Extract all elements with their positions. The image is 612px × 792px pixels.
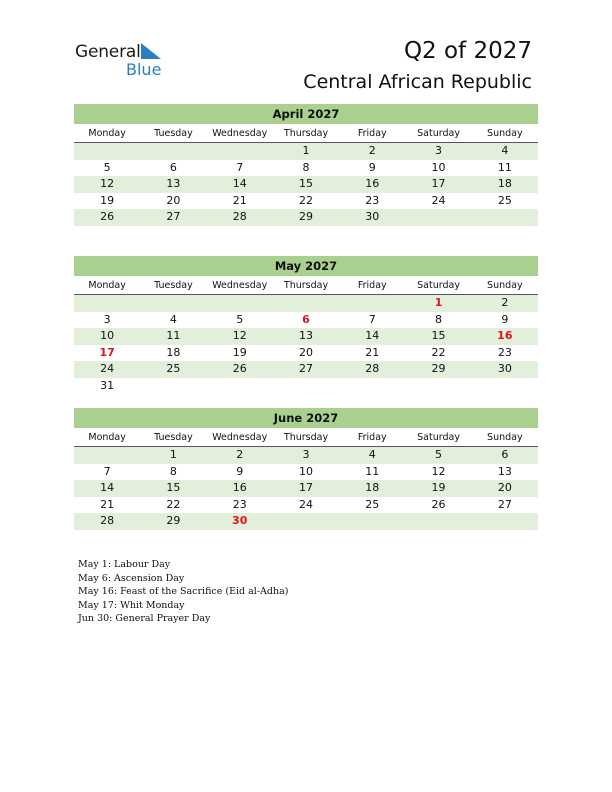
day-cell: 29: [298, 210, 313, 223]
day-cell: [472, 209, 538, 226]
weekday-label: Monday: [88, 128, 126, 139]
day-cell: 10: [298, 464, 313, 478]
day-cell: 20: [298, 345, 313, 359]
day-cell: 11: [166, 329, 181, 342]
weekday-label: Wednesday: [212, 128, 268, 139]
day-cell: 7: [236, 160, 244, 174]
day-cell: 11: [365, 464, 380, 478]
day-cell: 24: [100, 362, 115, 375]
day-cell: 16: [365, 177, 380, 190]
day-cell: 31: [100, 378, 115, 392]
day-cell: 22: [298, 193, 313, 207]
day-cell: 4: [169, 312, 177, 326]
day-cell: [74, 447, 140, 464]
brand-blue-text: Blue: [126, 60, 162, 79]
day-cell: 17: [298, 481, 313, 494]
day-cell: 5: [236, 312, 244, 326]
day-cell: 25: [166, 362, 181, 375]
day-cell: 23: [365, 193, 380, 207]
day-cell: 14: [365, 329, 380, 342]
day-cell: 24: [431, 193, 446, 207]
month-title: April 2027: [74, 104, 538, 124]
holiday-note: May 17: Whit Monday: [78, 599, 185, 611]
holiday-day-cell: 16: [497, 329, 513, 342]
country-name: Central African Republic: [303, 71, 532, 93]
day-cell: [405, 513, 471, 530]
day-cell: [273, 378, 339, 395]
day-cell: 8: [302, 160, 310, 174]
day-cell: 30: [365, 210, 380, 223]
day-cell: 19: [232, 345, 247, 359]
day-cell: 4: [368, 448, 376, 461]
weekday-header-row: [74, 276, 538, 295]
day-cell: 9: [236, 464, 244, 478]
week-row: [74, 295, 538, 312]
day-cell: [405, 209, 471, 226]
holiday-note: May 6: Ascension Day: [78, 572, 185, 584]
weekday-label: Tuesday: [154, 280, 193, 291]
month-calendar: [74, 104, 538, 226]
day-cell: 4: [501, 144, 509, 157]
day-cell: 23: [232, 497, 247, 511]
day-cell: 17: [431, 177, 446, 190]
week-row: [74, 160, 538, 177]
week-row: [74, 361, 538, 378]
day-cell: 23: [497, 345, 512, 359]
day-cell: 11: [497, 160, 512, 174]
brand-general-text: General: [75, 42, 141, 62]
week-row: [74, 447, 538, 464]
day-cell: 9: [368, 160, 376, 174]
day-cell: [74, 143, 140, 160]
week-row: [74, 209, 538, 226]
day-cell: [74, 295, 140, 312]
day-cell: 2: [236, 448, 244, 461]
day-cell: [339, 378, 405, 395]
day-cell: 8: [435, 312, 443, 326]
month-title: May 2027: [74, 256, 538, 276]
day-cell: 30: [497, 362, 512, 375]
week-row: [74, 480, 538, 497]
weekday-label: Saturday: [417, 280, 460, 291]
week-row: [74, 497, 538, 514]
day-cell: 27: [497, 497, 512, 511]
day-cell: 18: [166, 345, 181, 359]
day-cell: 1: [169, 448, 177, 461]
weekday-header-row: [74, 428, 538, 447]
weekday-header-row: [74, 124, 538, 143]
day-cell: 26: [100, 210, 115, 223]
month-title: June 2027: [74, 408, 538, 428]
day-cell: 21: [100, 497, 115, 511]
day-cell: 19: [100, 193, 115, 207]
day-cell: 15: [166, 481, 181, 494]
day-cell: 10: [431, 160, 446, 174]
day-cell: 14: [100, 481, 115, 494]
day-cell: 12: [232, 329, 247, 342]
day-cell: 2: [368, 144, 376, 157]
weekday-label: Monday: [88, 432, 126, 443]
day-cell: [472, 513, 538, 530]
week-row: [74, 378, 538, 395]
day-cell: 18: [497, 177, 512, 190]
holiday-day-cell: 30: [232, 514, 248, 527]
holiday-note: May 1: Labour Day: [78, 559, 171, 570]
weekday-label: Wednesday: [212, 432, 268, 443]
day-cell: 5: [435, 448, 443, 461]
weekday-label: Sunday: [487, 280, 523, 291]
holiday-day-cell: 6: [302, 312, 310, 326]
day-cell: 22: [431, 345, 446, 359]
weekday-label: Tuesday: [154, 432, 193, 443]
weekday-label: Sunday: [487, 128, 523, 139]
holiday-notes: [78, 558, 288, 626]
month-calendar: [74, 256, 538, 394]
day-cell: [405, 378, 471, 395]
day-cell: 18: [365, 481, 380, 494]
day-cell: 7: [368, 312, 376, 326]
day-cell: 21: [365, 345, 380, 359]
day-cell: 15: [431, 329, 446, 342]
week-row: [74, 513, 538, 530]
day-cell: 2: [501, 296, 509, 309]
day-cell: 25: [497, 193, 512, 207]
day-cell: 28: [365, 362, 380, 375]
day-cell: 13: [298, 329, 313, 342]
day-cell: [140, 295, 206, 312]
week-row: [74, 312, 538, 329]
day-cell: 28: [100, 514, 115, 527]
day-cell: 1: [302, 144, 310, 157]
day-cell: 14: [232, 177, 247, 190]
day-cell: 3: [103, 312, 111, 326]
day-cell: 10: [100, 329, 115, 342]
weekday-label: Monday: [88, 280, 126, 291]
weekday-label: Thursday: [283, 280, 329, 291]
day-cell: 28: [232, 210, 247, 223]
day-cell: [273, 513, 339, 530]
week-row: [74, 143, 538, 160]
day-cell: 8: [169, 464, 177, 478]
day-cell: 3: [302, 448, 310, 461]
day-cell: [140, 378, 206, 395]
day-cell: 20: [166, 193, 181, 207]
weekday-label: Friday: [357, 280, 387, 291]
day-cell: 13: [497, 464, 512, 478]
day-cell: 5: [103, 160, 111, 174]
week-row: [74, 193, 538, 210]
day-cell: [207, 295, 273, 312]
day-cell: [339, 295, 405, 312]
day-cell: 16: [232, 481, 247, 494]
day-cell: 6: [501, 448, 509, 461]
weekday-label: Tuesday: [154, 128, 193, 139]
month-calendar: [74, 408, 538, 530]
holiday-note: May 16: Feast of the Sacrifice (Eid al-Adha): [78, 586, 289, 597]
weekday-label: Friday: [357, 128, 387, 139]
day-cell: [207, 143, 273, 160]
week-row: [74, 176, 538, 193]
day-cell: 12: [100, 177, 115, 190]
day-cell: 12: [431, 464, 446, 478]
page-title: Q2 of 2027: [403, 38, 532, 64]
day-cell: 29: [431, 362, 446, 375]
day-cell: 9: [501, 312, 509, 326]
day-cell: 7: [103, 464, 111, 478]
day-cell: 19: [431, 481, 446, 494]
holiday-day-cell: 17: [99, 345, 115, 359]
holiday-day-cell: 1: [434, 296, 443, 309]
day-cell: 24: [298, 497, 313, 511]
weekday-label: Saturday: [417, 128, 460, 139]
holiday-note: Jun 30: General Prayer Day: [78, 613, 211, 624]
day-cell: 6: [169, 160, 177, 174]
day-cell: 13: [166, 177, 181, 190]
day-cell: 25: [365, 497, 380, 511]
day-cell: 21: [232, 193, 247, 207]
day-cell: 27: [166, 210, 181, 223]
weekday-label: Friday: [357, 432, 387, 443]
day-cell: [273, 295, 339, 312]
day-cell: 3: [435, 144, 443, 157]
weekday-label: Sunday: [487, 432, 523, 443]
day-cell: [339, 513, 405, 530]
day-cell: 26: [431, 497, 446, 511]
weekday-label: Saturday: [417, 432, 460, 443]
day-cell: 20: [497, 481, 512, 494]
weekday-label: Thursday: [283, 128, 329, 139]
day-cell: [140, 143, 206, 160]
day-cell: 22: [166, 497, 181, 511]
day-cell: 15: [298, 177, 313, 190]
week-row: [74, 345, 538, 362]
logo-triangle-icon: [141, 43, 163, 61]
day-cell: 26: [232, 362, 247, 375]
brand-logo: [75, 42, 175, 78]
week-row: [74, 464, 538, 481]
week-row: [74, 328, 538, 345]
weekday-label: Thursday: [283, 432, 329, 443]
day-cell: 29: [166, 514, 181, 527]
day-cell: [207, 378, 273, 395]
day-cell: 27: [298, 362, 313, 375]
day-cell: [472, 378, 538, 395]
weekday-label: Wednesday: [212, 280, 268, 291]
